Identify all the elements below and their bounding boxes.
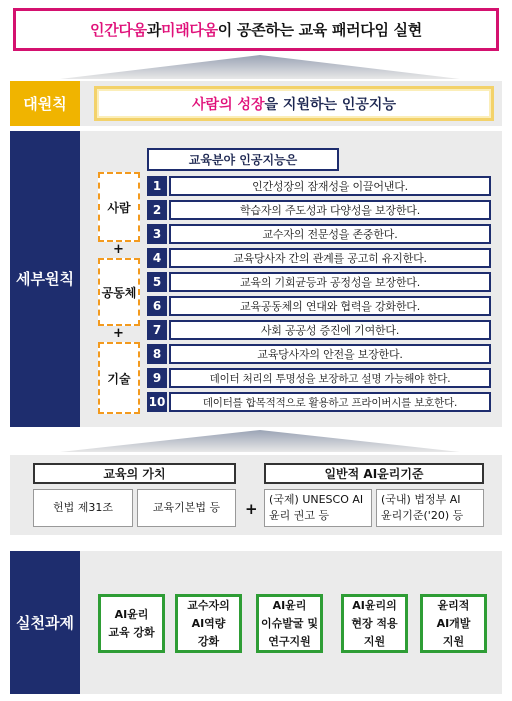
task-box: AI윤리 교육 강화 bbox=[98, 594, 165, 653]
principle-label: 대원칙 bbox=[10, 81, 80, 126]
principle-row bbox=[147, 200, 491, 220]
principle-text: 인간성장의 잠재성을 이끌어낸다. bbox=[169, 176, 491, 196]
detail-subheading: 교육분야 인공지능은 bbox=[147, 148, 339, 171]
principle-row bbox=[147, 368, 491, 388]
up-arrow-icon bbox=[60, 430, 460, 452]
principle-text: 교수자의 전문성을 존중한다. bbox=[169, 224, 491, 244]
principle-row bbox=[147, 248, 491, 268]
value-item: 교육기본법 등 bbox=[137, 489, 236, 527]
page-title: 인간다움 과 미래다움 이 공존하는 교육 패러다임 실현 bbox=[13, 8, 499, 51]
plus-sign: + bbox=[113, 326, 124, 341]
principle-text: 사회 공공성 증진에 기여한다. bbox=[169, 320, 491, 340]
principle-number: 1 bbox=[147, 176, 167, 196]
principle-row bbox=[147, 176, 491, 196]
principle-number: 8 bbox=[147, 344, 167, 364]
principle-text: 교육공동체의 연대와 협력을 강화한다. bbox=[169, 296, 491, 316]
plus-sign: + bbox=[245, 500, 258, 518]
principle-text: 교육의 기회균등과 공정성을 보장한다. bbox=[169, 272, 491, 292]
principle-text: 교육당사자 간의 관계를 공고히 유지한다. bbox=[169, 248, 491, 268]
detail-label: 세부원칙 bbox=[10, 131, 80, 427]
plus-sign: + bbox=[113, 242, 124, 257]
category-technology: 기술 bbox=[98, 342, 140, 414]
principle-row bbox=[147, 272, 491, 292]
principle-text: 데이터를 합목적적으로 활용하고 프라이버시를 보호한다. bbox=[169, 392, 491, 412]
education-values-heading: 교육의 가치 bbox=[33, 463, 236, 484]
up-arrow-icon bbox=[60, 55, 460, 79]
principle-number: 5 bbox=[147, 272, 167, 292]
principle-number: 4 bbox=[147, 248, 167, 268]
principle-number: 7 bbox=[147, 320, 167, 340]
principle-row bbox=[147, 344, 491, 364]
value-item: (국제) UNESCO AI 윤리 권고 등 bbox=[264, 489, 372, 527]
principle-text: 학습자의 주도성과 다양성을 보장한다. bbox=[169, 200, 491, 220]
task-box: AI윤리의 현장 적용 지원 bbox=[341, 594, 408, 653]
value-item: 헌법 제31조 bbox=[33, 489, 133, 527]
ai-ethics-heading: 일반적 AI윤리기준 bbox=[264, 463, 484, 484]
principle-number: 9 bbox=[147, 368, 167, 388]
principle-text: 데이터 처리의 투명성을 보장하고 설명 가능해야 한다. bbox=[169, 368, 491, 388]
principle-row bbox=[147, 224, 491, 244]
principle-row bbox=[147, 296, 491, 316]
category-person: 사람 bbox=[98, 172, 140, 242]
principle-number: 2 bbox=[147, 200, 167, 220]
value-item: (국내) 법정부 AI 윤리기준('20) 등 bbox=[376, 489, 484, 527]
task-box: 윤리적 AI개발 지원 bbox=[420, 594, 487, 653]
principle-row bbox=[147, 392, 491, 412]
principle-statement: 사람의 성장 을 지원하는 인공지능 bbox=[94, 86, 494, 121]
tasks-label: 실천과제 bbox=[10, 551, 80, 694]
task-box: 교수자의 AI역량 강화 bbox=[175, 594, 242, 653]
task-box: AI윤리 이슈발굴 및 연구지원 bbox=[256, 594, 323, 653]
principle-number: 6 bbox=[147, 296, 167, 316]
principle-row bbox=[147, 320, 491, 340]
principle-text: 교육당사자의 안전을 보장한다. bbox=[169, 344, 491, 364]
principle-number: 10 bbox=[147, 392, 167, 412]
category-community: 공동체 bbox=[98, 258, 140, 326]
principle-number: 3 bbox=[147, 224, 167, 244]
